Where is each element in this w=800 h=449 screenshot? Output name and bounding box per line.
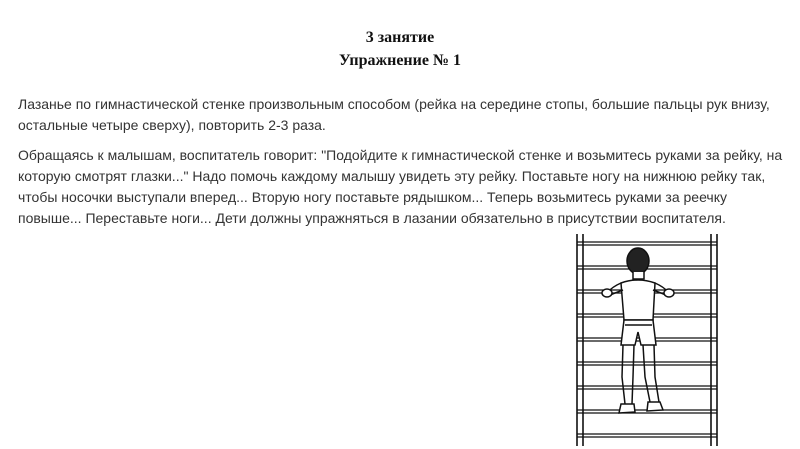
child-climbing-wall-bars-icon — [555, 232, 735, 447]
exercise-title: Упражнение № 1 — [338, 52, 462, 69]
lesson-title: 3 занятие — [365, 29, 435, 46]
teacher-instructions: Обращаясь к малышам, воспитатель говорит: "Подойдите к гимнастической стенке и возьмитесь руками за рейку, на которую смотрят глазки..." Надо помочь каждому малышу увидеть эту рейку. Поставьте ногу на нижнюю рейку так, чтобы носочки выступали вперед... Вторую ногу поставьте рядышком... Теперь возьмитесь руками за реечку повыше... Переставьте ноги... Дети должны упражняться в лазании обязательно в присутствии воспитателя. — [18, 147, 783, 226]
exercise-description: Лазанье по гимнастической стенке произвольным способом (рейка на середине стопы, большие пальцы рук внизу, остальные четыре сверху), повторить 2-3 раза. — [18, 96, 770, 133]
